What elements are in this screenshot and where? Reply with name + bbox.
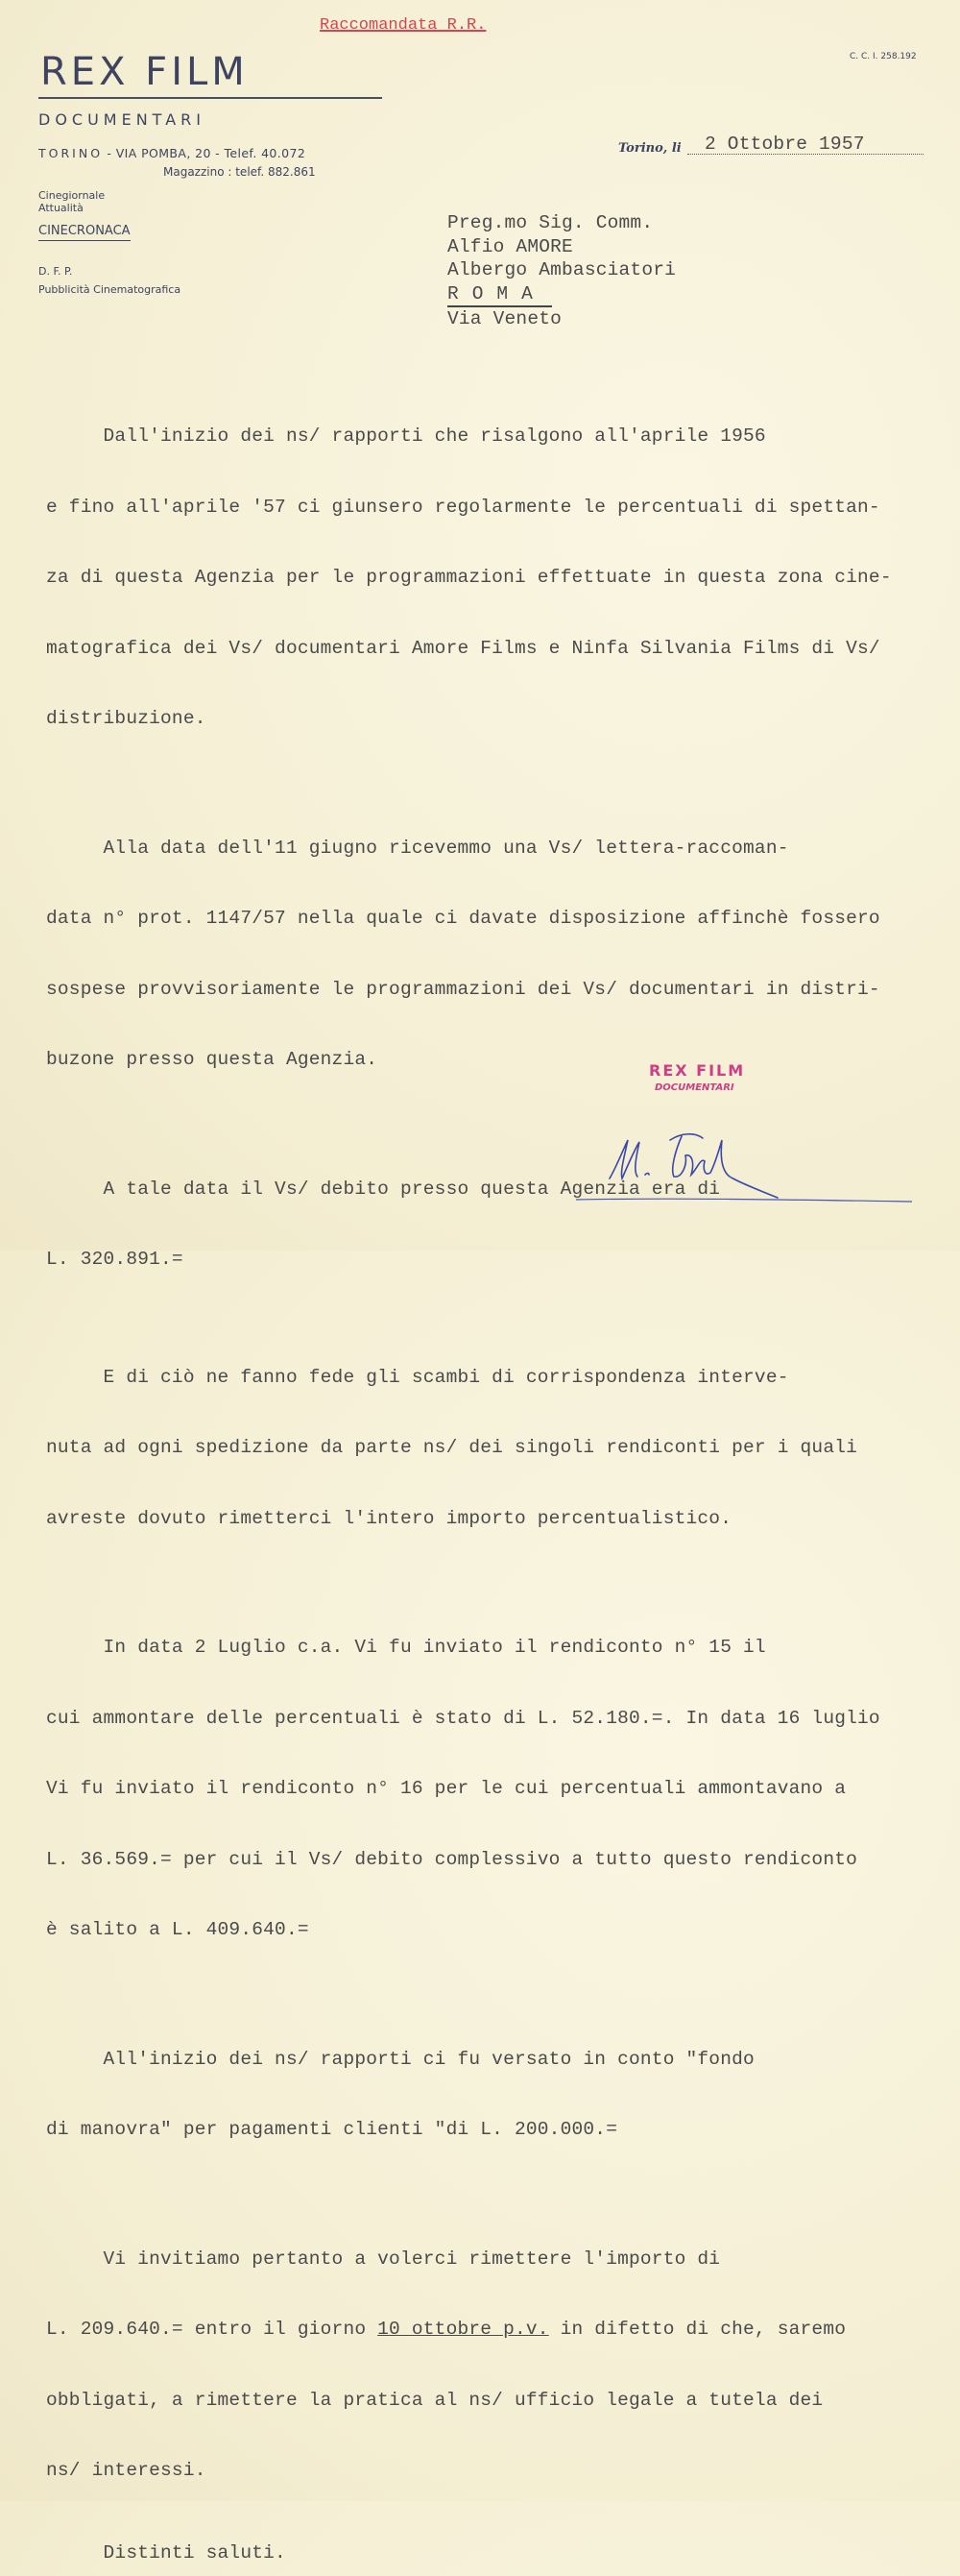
text-line: e fino all'aprile '57 ci giunsero regolarmente le percentuali di spettan-: [46, 496, 880, 518]
text-line: avreste dovuto rimetterci l'intero importo percentualistico.: [46, 1507, 732, 1529]
address-city: TORINO: [38, 146, 104, 160]
advertising-label: Pubblicità Cinematografica: [38, 283, 181, 296]
recipient-street: Via Veneto: [447, 308, 563, 329]
text-line: Dall'inizio dei ns/ rapporti che risalgono all'aprile 1956: [46, 425, 766, 447]
debt-amount: L. 320.891.=: [46, 1249, 183, 1270]
payment-amount: L. 209.640.= entro il giorno: [46, 2319, 378, 2340]
payment-deadline: 10 ottobre p.v.: [377, 2319, 549, 2340]
paragraph-4: [46, 1319, 910, 1578]
text-line: A tale data il Vs/ debito presso questa Agenzia era di: [46, 1178, 721, 1200]
recipient-address: [447, 211, 676, 331]
text-line: obbligati, a rimettere la pratica al ns/ ufficio legale a tutela dei: [46, 2389, 824, 2411]
text-line: cui ammontare delle percentuali è stato di L. 52.180.=. In data 16 luglio: [46, 1707, 880, 1729]
text-line: Alla data dell'11 giugno ricevemmo una Vs/ lettera-raccoman-: [46, 837, 789, 859]
warehouse-phone: Magazzino : telef. 882.861: [163, 165, 316, 179]
text-line: za di questa Agenzia per le programmazioni effettuate in questa zona cine-: [46, 567, 892, 588]
text-line: matografica dei Vs/ documentari Amore Films e Ninfa Silvania Films di Vs/: [46, 637, 880, 659]
letter-body-text: [46, 377, 910, 2576]
paragraph-5: [46, 1589, 910, 1989]
recipient-hotel: Albergo Ambasciatori: [447, 259, 677, 280]
text-line: Vi invitiamo pertanto a volerci rimettere l'importo di: [46, 2248, 721, 2270]
text-line: All'inizio dei ns/ rapporti ci fu versato in conto "fondo: [46, 2048, 755, 2070]
text-line: nuta ad ogni spedizione da parte ns/ dei singoli rendiconti per i quali: [46, 1437, 858, 1458]
company-address: [38, 146, 305, 160]
text-line: sospese provvisoriamente le programmazioni dei Vs/ documentari in distri-: [46, 978, 880, 1000]
service-current-affairs: Attualità: [38, 202, 84, 214]
service-newsreel: Cinegiornale: [38, 189, 106, 202]
address-street-phone: - VIA POMBA, 20 - Telef. 40.072: [107, 146, 306, 160]
date-label: Torino, li: [618, 141, 682, 156]
text-fragment: in difetto di che, saremo: [548, 2319, 847, 2340]
text-line: ns/ interessi.: [46, 2460, 206, 2481]
dfp-label: D. F. P.: [38, 265, 73, 278]
text-line: data n° prot. 1147/57 nella quale ci davate disposizione affinchè fossero: [46, 908, 880, 929]
company-stamp-subtitle: DOCUMENTARI: [655, 1082, 734, 1093]
text-line: è salito a L. 409.640.=: [46, 1919, 309, 1940]
registered-mail-mark: Raccomandata R.R.: [320, 16, 487, 35]
closing: Distinti saluti.: [46, 2541, 286, 2564]
company-stamp: REX FILM: [649, 1061, 746, 1080]
letter-date: 2 Ottobre 1957: [705, 134, 865, 155]
logo-divider: [38, 97, 382, 99]
text-line: buzone presso questa Agenzia.: [46, 1049, 378, 1070]
recipient-title: Preg.mo Sig. Comm.: [447, 212, 654, 233]
paragraph-6: [46, 2001, 910, 2189]
text-line: L. 36.569.= per cui il Vs/ debito complessivo a tutto questo rendiconto: [46, 1848, 858, 1870]
text-line: [46, 2318, 910, 2342]
recipient-name: Alfio AMORE: [447, 235, 573, 257]
company-logo: REX FILM: [40, 50, 249, 94]
paragraph-2: [46, 790, 910, 1119]
recipient-city: ROMA: [447, 282, 552, 308]
account-code: C. C. I. 258.192: [850, 52, 917, 61]
cinecronaca-label: CINECRONACA: [38, 224, 131, 241]
text-line: distribuzione.: [46, 708, 206, 729]
text-line: E di ciò ne fanno fede gli scambi di corrispondenza interve-: [46, 1366, 789, 1388]
company-subtitle: DOCUMENTARI: [38, 110, 205, 129]
text-line: In data 2 Luglio c.a. Vi fu inviato il rendiconto n° 15 il: [46, 1637, 766, 1658]
paragraph-7: [46, 2200, 910, 2530]
handwritten-signature: [595, 1119, 922, 1210]
text-line: Vi fu inviato il rendiconto n° 16 per le cui percentuali ammontavano a: [46, 1778, 847, 1799]
text-line: di manovra" per pagamenti clienti "di L. 200.000.=: [46, 2119, 618, 2140]
paragraph-1: [46, 377, 910, 778]
